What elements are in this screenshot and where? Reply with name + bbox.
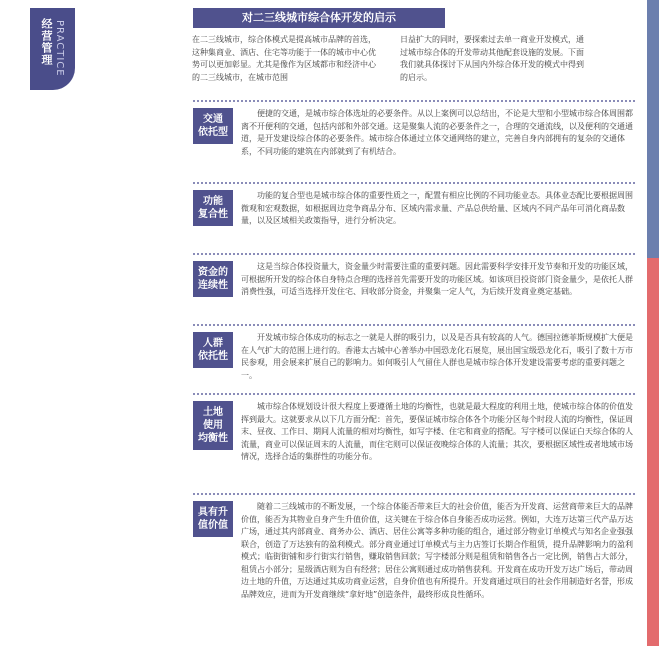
divider [193, 393, 635, 395]
section-label: 功能 复合性 [193, 190, 233, 226]
section-tab [30, 8, 75, 90]
section-body: 开发城市综合体成功的标志之一就是人群的吸引力，以及是否具有较高的人气。德国拉德菲斯规模扩大便是在人气扩大的范围上进行的。香港太古城中心普举办中国恐龙化石展览，展出国宝级恐龙化石，吸引了数十万市民参观，用会展来扩展自己的影响力。如何吸引人气留住人群也是城市综合体开发建设需要考虑的重要问题之一。 [241, 333, 633, 380]
section-body: 城市综合体规划设计很大程度上要遵循土地的均衡性，也就是最大程度的利用土地，使城市综合体的价值发挥到最大。这就要求从以下几方面分配：首先，要保证城市综合体各个功能分区每个时段人流的均衡性，保证周末、昼夜、工作日、期间人流量的相对均衡性，如写字楼、住宅和商业的搭配。写字楼可以保证白天综合体的人流量，商业可以保证周末的人流量，而住宅则可以保证夜晚综合体的人流量；其次，要根据区域性或者地域市场情况，选择合适的集群性的功能分布。 [241, 402, 633, 461]
side-color-bar-blue [647, 0, 659, 258]
intro-left-column: 在二三线城市，综合体模式是提高城市品牌的首选，这种集商业、酒店、住宅等功能于一体的城市中心优势可以更加彰显。尤其是像作为区域都市和经济中心的二三线城市，在城市范围 [192, 35, 376, 82]
section-tab-cn: 经营管理 [40, 18, 53, 66]
divider [193, 493, 635, 495]
section-label: 交通 依托型 [193, 108, 233, 144]
article-title: 对二三线城市综合体开发的启示 [193, 8, 445, 28]
divider [193, 253, 635, 255]
section-body: 随着二三线城市的不断发展，一个综合体能否带来巨大的社会价值，能否为开发商、运营商带来巨大的品牌价值，能否为其物业自身产生升值价值，这关键在于综合体自身能否成功运营。例如，大连万达第三代产品万达广场，通过其内部商业、商务办公、酒店、居住公寓等多种功能的组合，通过部分物业订单模式与知名企业强强联合，创造了万达独有的盈利模式。部分商业通过订单模式与主力店签订长期合作租赁，提升品牌影响力的盈利模式；临街街铺和步行街实行销售，赚取销售回款；写字楼部分则是租赁和销售各占一定比例，销售占大部分，租赁占小部分；星级酒店则为自有经营；居住公寓则通过成功销售获利。开发商在成功开发万达广场后，带动周边土地的升值，万达通过其成功商业运营，自身价值也有所提升。开发商通过项目的社会作用制造好名誉，形成品牌效应，进而为开发商继续“拿好地”创造条件，最终形成良性循环。 [241, 502, 633, 599]
section-body: 便捷的交通，是城市综合体选址的必要条件。从以上案例可以总结出，不论是大型和小型城市综合体周围都离不开便利的交通，包括内部和外部交通。这是聚集人流的必要条件之一，合理的交通流线，以及便利的交通通道，是开发建设综合体的必要条件。城市综合体通过立体交通网络的建立，完善自身内部拥有的复杂的交通体系，不同功能的建筑在内部就到了有机结合。 [241, 109, 633, 156]
side-color-bar-red [647, 258, 659, 646]
section-label: 人群 依托性 [193, 332, 233, 368]
section-label: 资金的 连续性 [193, 261, 233, 297]
section-tab-en: PRACTICE [54, 20, 65, 77]
intro-right-column: 日益扩大的同时，要探索过去单一商业开发模式，通过城市综合体的开发带动其他配套设施的发展。下面我们就具体探讨下从国内外综合体开发的模式中得到的启示。 [400, 35, 584, 82]
section-label: 具有升 值价值 [193, 501, 233, 537]
divider [193, 100, 635, 102]
section-body: 功能的复合型也是城市综合体的重要性质之一，配置有相应比例的不同功能业态。具体业态配比要根据周围微观和宏观数据，如根据周边竞争商品分布、区域内需求量、产品总供给量、区域内不同产品年可消化商品数量，以及区域相关政策指导，进行分析决定。 [241, 191, 633, 225]
section-label: 土地 使用 均衡性 [193, 401, 233, 450]
section-body: 这是当综合体投资量大，资金量少时需要注重的重要问题。因此需要科学安排开发节奏和开发的功能区域，可根据所开发的综合体自身特点合理的选择首先需要开发的功能区域。如该项目投资部门资金量少，是依托人群消费性强，可适当选择开发住宅、回收部分资金，并聚集一定人气，为后续开发商业奠定基础。 [241, 262, 633, 296]
divider [193, 182, 635, 184]
divider [193, 324, 635, 326]
